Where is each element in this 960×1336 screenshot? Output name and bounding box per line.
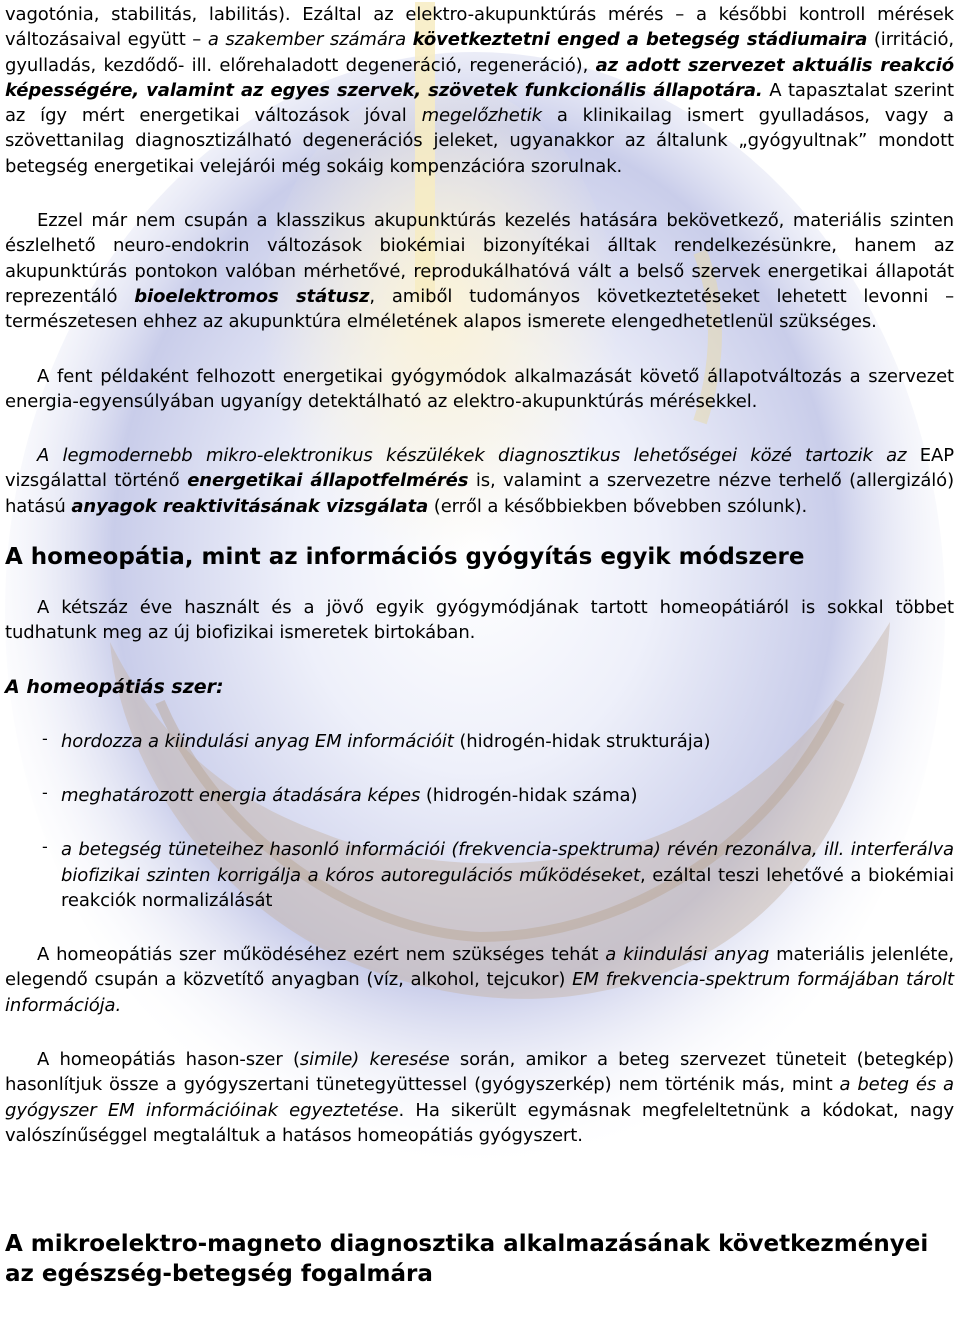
text-run: A kétszáz éve használt és a jövő egyik gyógymódjának tartott homeopátiáról is sokkal többet tudhatunk meg az új biofizikai ismeretek birtokában. xyxy=(5,597,954,644)
text-run: meghatározott energia átadására képes xyxy=(61,784,421,806)
list-dash: - xyxy=(42,728,48,748)
text-run: EM frekvencia-spektrum formájában tárolt információja. xyxy=(5,969,954,1016)
text-run: a kiindulási anyag xyxy=(605,944,770,966)
text-run: a szakember számára xyxy=(207,29,413,51)
text-run: következtetni enged a betegség stádiumaira xyxy=(412,29,868,51)
paragraph-2 xyxy=(5,208,954,334)
text-run: (hidrogén-hidak száma) xyxy=(420,784,638,806)
text-run: , ezáltal teszi lehetővé a biokémiai reakciók normalizálását xyxy=(61,864,954,911)
text-run: A legmodernebb mikro-elektronikus készülékek diagnosztikus lehetőségei közé tartozik az xyxy=(37,445,907,467)
section-heading-homeopathy: A homeopátia, mint az információs gyógyítás egyik módszere xyxy=(5,544,805,571)
text-run: az adott szervezet aktuális reakció képességére, valamint az egyes szervek, szövetek funkcionális állapotára. xyxy=(5,54,954,101)
text-run: A tapasztalat szerint az így mért energetikai változások jóval xyxy=(5,79,955,127)
paragraph-4 xyxy=(5,443,954,519)
text-run: megelőzhetik xyxy=(421,105,542,127)
paragraph-7 xyxy=(5,1047,954,1148)
text-run: A homeopátiás szer működéséhez ezért nem szükséges tehát xyxy=(37,944,606,966)
text-run: . Ha sikerült egymásnak megfeleltetnünk a kódokat, nagy valószínűséggel megtaláltuk a hatásos homeopátiás gyógyszert. xyxy=(5,1099,954,1146)
text-run: , amiből tudományos következtetéseket lehetett levonni – természetesen ehhez az akupunktúra elméletének alapos ismerete elengedhetetlenül szükséges. xyxy=(5,285,954,333)
text-run: a betegség tüneteihez hasonló információi (frekvencia-spektruma) révén rezonálva, ill. interferálva biofizikai szinten korrigálja a kóros autoregulációs működéseket xyxy=(61,839,954,886)
list-item xyxy=(42,783,954,808)
text-run: (hidrogén-hidak strukturája) xyxy=(453,730,711,752)
text-run: materiális jelenléte, elegendő csupán a közvetítő anyagban (víz, alkohol, tejcukor) xyxy=(5,944,954,991)
paragraph-1 xyxy=(5,2,954,179)
text-run: A homeopátiás hason-szer ( xyxy=(37,1049,300,1071)
list-item-text xyxy=(61,729,954,754)
text-run: is, valamint a szervezetre nézve terhelő (allergizáló) hatású xyxy=(5,470,954,517)
text-run: Ezzel már nem csupán a klasszikus akupunktúrás kezelés hatására bekövetkező, materiális szinten észlelhető neuro-endokrin változások biokémiai bizonyítékai álltak rendelkezésünkre, hanem az akupunktúrás pontokon valóban mérhetővé, reprodukálhatóvá vált a belső szervek energetikai állapotát reprezentáló xyxy=(5,210,954,307)
text-run: bioelektromos státusz xyxy=(134,285,370,307)
text-run: során, amikor a beteg szervezet tüneteit (betegkép) hasonlítjuk össze a gyógyszertani tünetegyüttessel (gyógyszerkép) nem történik más, mint xyxy=(5,1049,954,1096)
paragraph-3 xyxy=(5,364,954,415)
text-run: EAP vizsgálattal történő xyxy=(5,445,954,492)
text-run: a beteg és a gyógyszer EM információinak egyeztetése xyxy=(5,1074,954,1121)
document-page xyxy=(0,2,960,1289)
text-run: anyagok reaktivitásának vizsgálata xyxy=(71,495,429,517)
list-dash: - xyxy=(42,837,48,857)
section-heading-diagnostics: A mikroelektro-magneto diagnosztika alkalmazásának következményei az egészség-betegség fogalmára xyxy=(5,1231,929,1288)
list-item xyxy=(42,729,954,754)
text-run: (irritáció, gyulladás, kezdődő- ill. előrehaladott degeneráció, regeneráció), xyxy=(5,29,954,76)
text-run: energetikai állapotfelmérés xyxy=(187,470,469,492)
list-dash: - xyxy=(42,782,48,802)
text-run: (erről a későbbiekben bővebben szólunk). xyxy=(428,495,808,517)
paragraph-6 xyxy=(5,942,954,1018)
text-run: vagotónia, stabilitás, labilitás). Ezáltal az elektro-akupunktúrás mérés – a későbbi kontroll mérések változásaival együtt – xyxy=(5,4,954,51)
text-run: simile) keresése xyxy=(299,1049,450,1071)
text-run: a klinikailag ismert gyulladásos, vagy a szövettanilag diagnosztizálható degenerációs jeleket, ugyanakkor az általunk „gyógyultnak” mondott betegség energetikai velejárói még sokáig kompenzációra szorulnak. xyxy=(5,105,954,177)
paragraph-5 xyxy=(5,595,954,646)
subheading-homeopathic-remedy: A homeopátiás szer: xyxy=(5,675,224,698)
list-item-text xyxy=(61,783,954,808)
text-run: hordozza a kiindulási anyag EM információit xyxy=(61,730,454,752)
list-item xyxy=(42,837,954,913)
list-item-text xyxy=(61,837,954,913)
text-run: A fent példaként felhozott energetikai gyógymódok alkalmazását követő állapotváltozás a szervezet energia-egyensúlyában ugyanígy detektálható az elektro-akupunktúrás mérésekkel. xyxy=(5,365,954,412)
